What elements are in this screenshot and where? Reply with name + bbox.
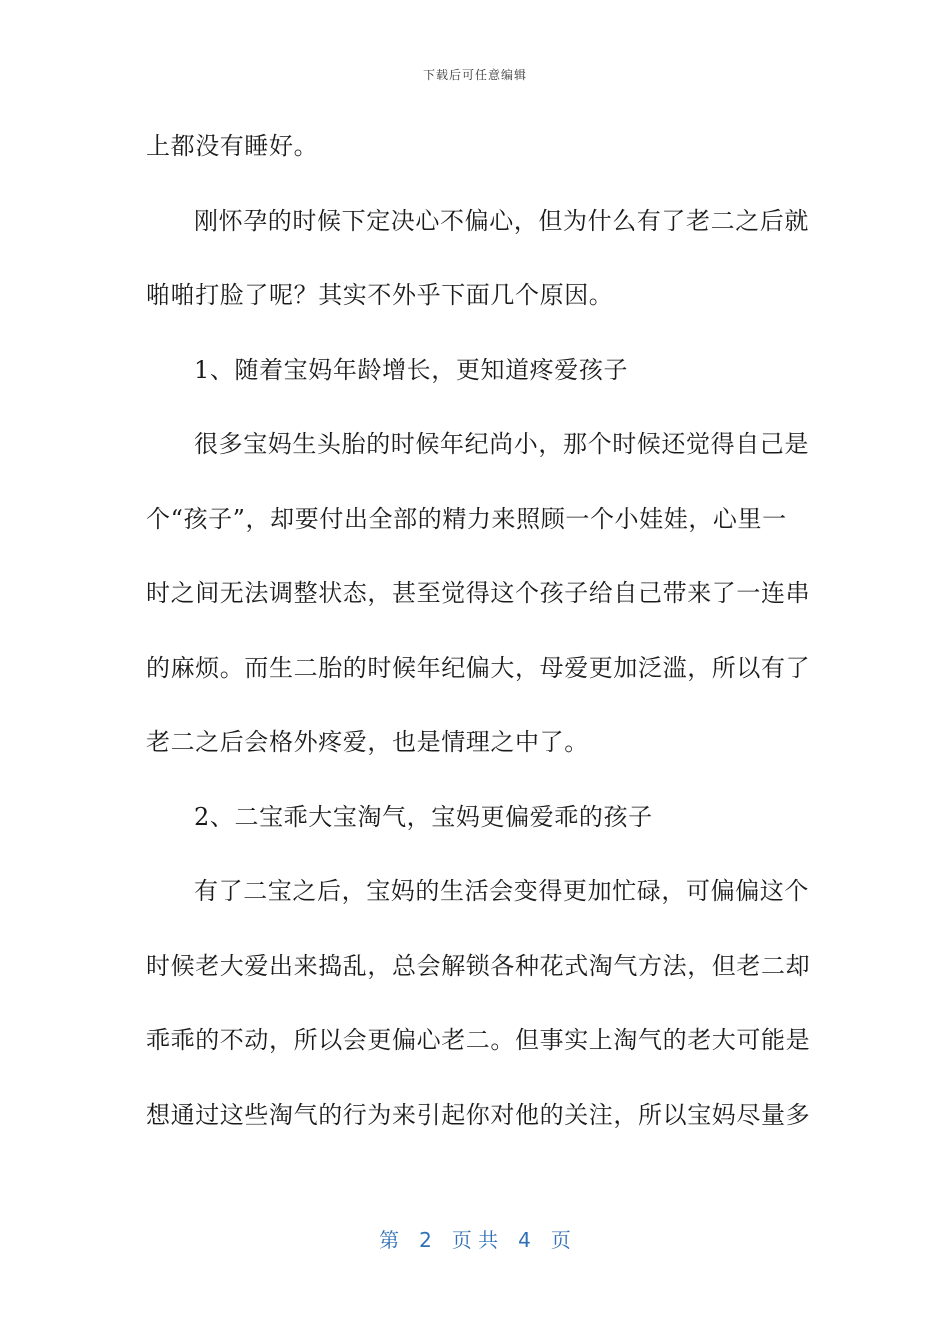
text-line: 上都没有睡好。 bbox=[146, 132, 319, 160]
section-heading-2: 2、二宝乖大宝淘气，宝妈更偏爱乖的孩子 bbox=[194, 802, 653, 831]
text-line: 时候老大爱出来捣乱，总会解锁各种花式淘气方法，但老二却 bbox=[146, 951, 811, 980]
footer-prefix: 第 bbox=[379, 1228, 400, 1252]
paragraph-line: 刚怀孕的时候下定决心不偏心，但为什么有了老二之后就 bbox=[194, 206, 809, 235]
text-line: 啪啪打脸了呢？其实不外乎下面几个原因。 bbox=[146, 281, 614, 309]
text-line: 想通过这些淘气的行为来引起你对他的关注，所以宝妈尽量多 bbox=[146, 1100, 811, 1129]
text-line: 个“孩子”，却要付出全部的精力来照顾一个小娃娃，心里一 bbox=[146, 504, 787, 533]
text-line: 乖乖的不动，所以会更偏心老二。但事实上淘气的老大可能是 bbox=[146, 1026, 811, 1054]
total-pages-number: 4 bbox=[518, 1228, 531, 1252]
page-footer bbox=[0, 1224, 950, 1253]
page-header: 下载后可任意编辑 bbox=[422, 68, 527, 82]
text-line: 老二之后会格外疼爱，也是情理之中了。 bbox=[146, 728, 589, 756]
section-heading-1: 1、随着宝妈年龄增长，更知道疼爱孩子 bbox=[194, 355, 629, 384]
paragraph-line: 有了二宝之后，宝妈的生活会变得更加忙碌，可偏偏这个 bbox=[194, 877, 809, 905]
text-line: 时之间无法调整状态，甚至觉得这个孩子给自己带来了一连串 bbox=[146, 579, 811, 607]
footer-suffix: 页 bbox=[550, 1228, 571, 1252]
current-page-number: 2 bbox=[419, 1228, 432, 1252]
text-line: 的麻烦。而生二胎的时候年纪偏大，母爱更加泛滥，所以有了 bbox=[146, 653, 811, 682]
paragraph-line: 很多宝妈生头胎的时候年纪尚小，那个时候还觉得自己是 bbox=[194, 430, 809, 458]
document-body bbox=[146, 118, 811, 1161]
footer-middle: 页 共 bbox=[451, 1228, 499, 1252]
